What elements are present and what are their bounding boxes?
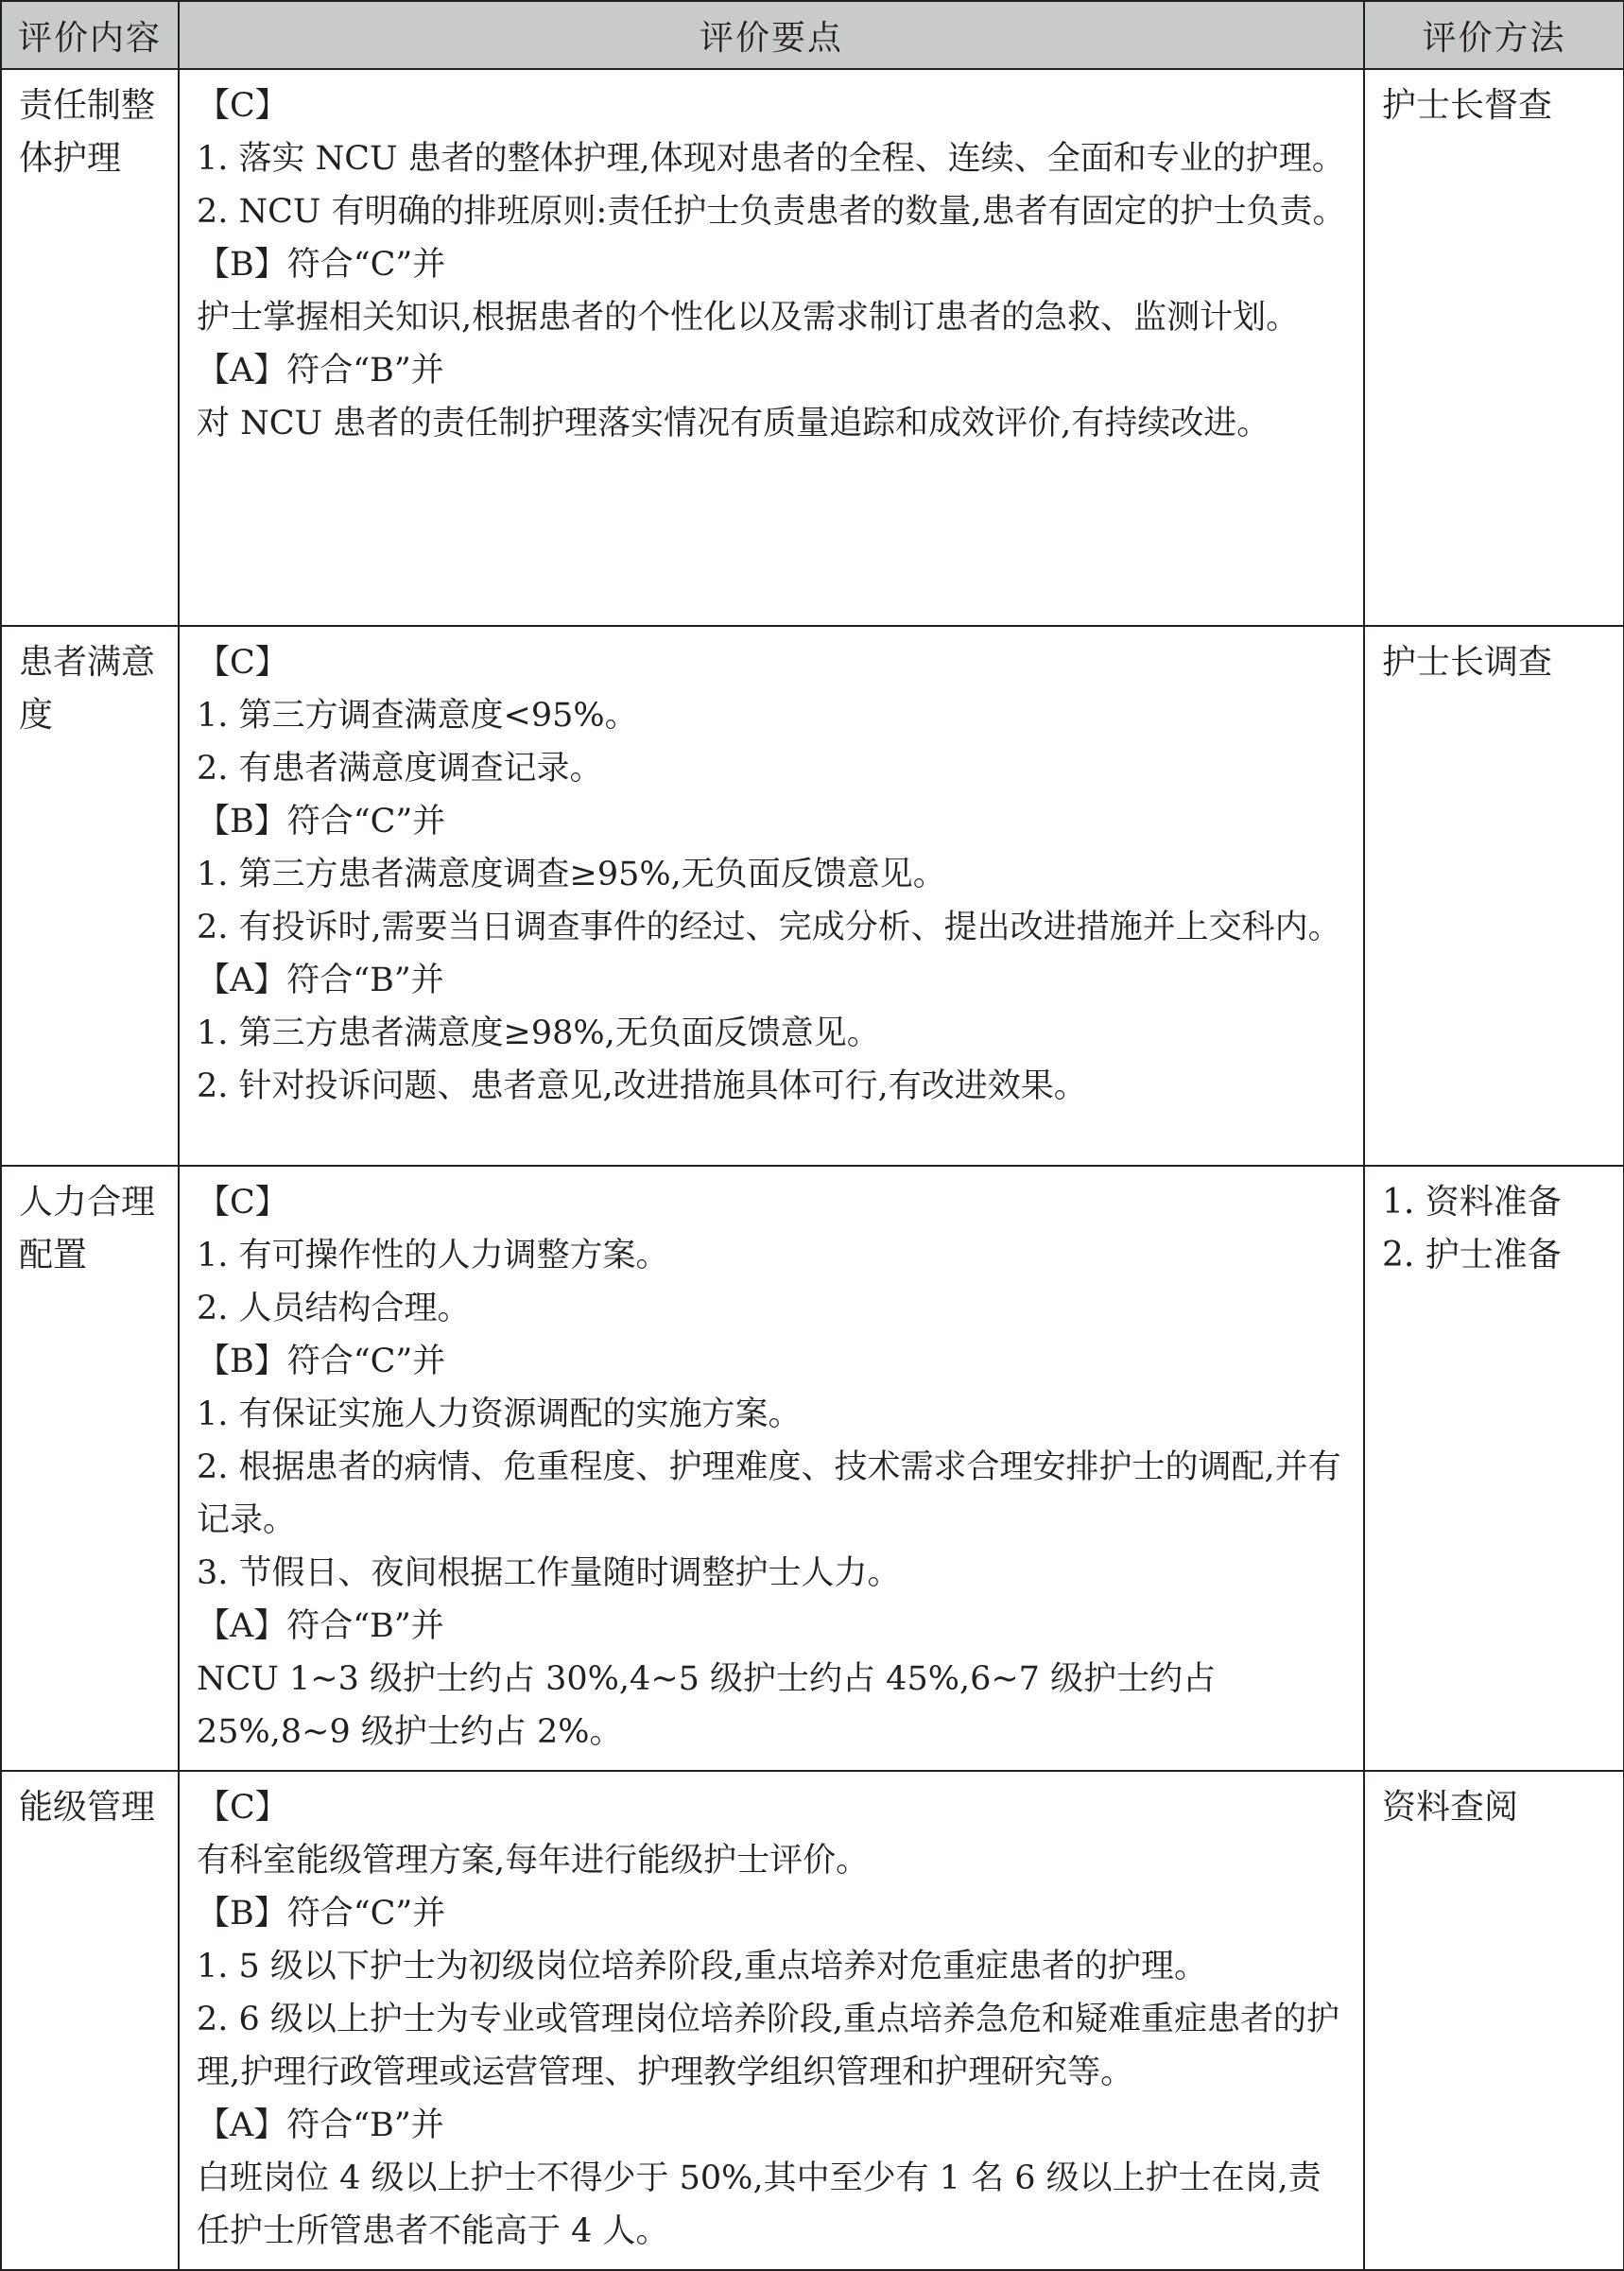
- point-line: 【B】符合“C”并: [197, 246, 446, 284]
- table-row: [1, 69, 1624, 626]
- point-line: 【C】: [197, 1789, 288, 1827]
- table-row: [1, 1166, 1624, 1771]
- point-line: 2. NCU 有明确的排班原则:责任护士负责患者的数量,患者有固定的护士负责。: [197, 193, 1346, 231]
- method-cell: [1364, 69, 1624, 626]
- points-cell: [179, 1771, 1364, 2270]
- point-line: NCU 1~3 级护士约占 30%,4~5 级护士约占 45%,6~7 级护士约占 25%,8~9 级护士约占 2%。: [197, 1660, 1227, 1751]
- topic-cell: 能级管理: [1, 1771, 179, 2270]
- point-line: 2. 针对投诉问题、患者意见,改进措施具体可行,有改进效果。: [197, 1067, 1087, 1105]
- point-line: 对 NCU 患者的责任制护理落实情况有质量追踪和成效评价,有持续改进。: [197, 405, 1270, 442]
- point-line: 【A】符合“B”并: [197, 1607, 444, 1645]
- point-line: 【C】: [197, 87, 288, 125]
- point-line: 【B】符合“C”并: [197, 1895, 446, 1933]
- header-row: [1, 1, 1624, 69]
- method-line: 护士长督查: [1382, 86, 1553, 125]
- topic-cell: 人力合理配置: [1, 1166, 179, 1771]
- point-line: 【B】符合“C”并: [197, 803, 446, 841]
- topic-cell: 患者满意度: [1, 626, 179, 1166]
- point-line: 白班岗位 4 级以上护士不得少于 50%,其中至少有 1 名 6 级以上护士在岗,责任护士所管患者不能高于 4 人。: [197, 2159, 1322, 2250]
- point-line: 2. 有投诉时,需要当日调查事件的经过、完成分析、提出改进措施并上交科内。: [197, 909, 1341, 946]
- points-cell: [179, 626, 1364, 1166]
- point-line: 1. 第三方调查满意度<95%。: [197, 697, 638, 735]
- point-line: 【C】: [197, 1184, 288, 1222]
- method-line: 2. 护士准备: [1382, 1236, 1562, 1274]
- method-cell: [1364, 1771, 1624, 2270]
- method-line: 资料查阅: [1382, 1788, 1519, 1827]
- point-line: 2. 人员结构合理。: [197, 1290, 471, 1327]
- points-cell: [179, 1166, 1364, 1771]
- topic-cell: 责任制整体护理: [1, 69, 179, 626]
- point-line: 2. 6 级以上护士为专业或管理岗位培养阶段,重点培养急危和疑难重症患者的护理,护理行政管理或运营管理、护理教学组织管理和护理研究等。: [197, 2001, 1340, 2091]
- point-line: 3. 节假日、夜间根据工作量随时调整护士人力。: [197, 1554, 901, 1592]
- method-line: 1. 资料准备: [1382, 1183, 1562, 1222]
- point-line: 1. 第三方患者满意度调查≥95%,无负面反馈意见。: [197, 856, 946, 893]
- point-line: 【B】符合“C”并: [197, 1343, 446, 1380]
- table-row: [1, 626, 1624, 1166]
- point-line: 1. 第三方患者满意度≥98%,无负面反馈意见。: [197, 1014, 880, 1052]
- table-row: [1, 1771, 1624, 2270]
- header-content: 评价内容: [1, 1, 179, 69]
- point-line: 有科室能级管理方案,每年进行能级护士评价。: [197, 1842, 870, 1880]
- point-line: 1. 落实 NCU 患者的整体护理,体现对患者的全程、连续、全面和专业的护理。: [197, 140, 1345, 178]
- point-line: 1. 5 级以下护士为初级岗位培养阶段,重点培养对危重症患者的护理。: [197, 1948, 1208, 1985]
- point-line: 2. 有患者满意度调查记录。: [197, 750, 603, 788]
- method-cell: [1364, 1166, 1624, 1771]
- header-method: 评价方法: [1364, 1, 1624, 69]
- point-line: 1. 有保证实施人力资源调配的实施方案。: [197, 1396, 802, 1433]
- point-line: 2. 根据患者的病情、危重程度、护理难度、技术需求合理安排护士的调配,并有记录。: [197, 1448, 1341, 1539]
- point-line: 护士掌握相关知识,根据患者的个性化以及需求制订患者的急救、监测计划。: [197, 299, 1300, 337]
- point-line: 【A】符合“B”并: [197, 352, 444, 390]
- point-line: 【A】符合“B”并: [197, 962, 444, 999]
- points-cell: [179, 69, 1364, 626]
- point-line: 【C】: [197, 644, 288, 682]
- method-line: 护士长调查: [1382, 643, 1553, 682]
- method-cell: [1364, 626, 1624, 1166]
- point-line: 1. 有可操作性的人力调整方案。: [197, 1237, 669, 1274]
- point-line: 【A】符合“B”并: [197, 2106, 444, 2144]
- header-points: 评价要点: [179, 1, 1364, 69]
